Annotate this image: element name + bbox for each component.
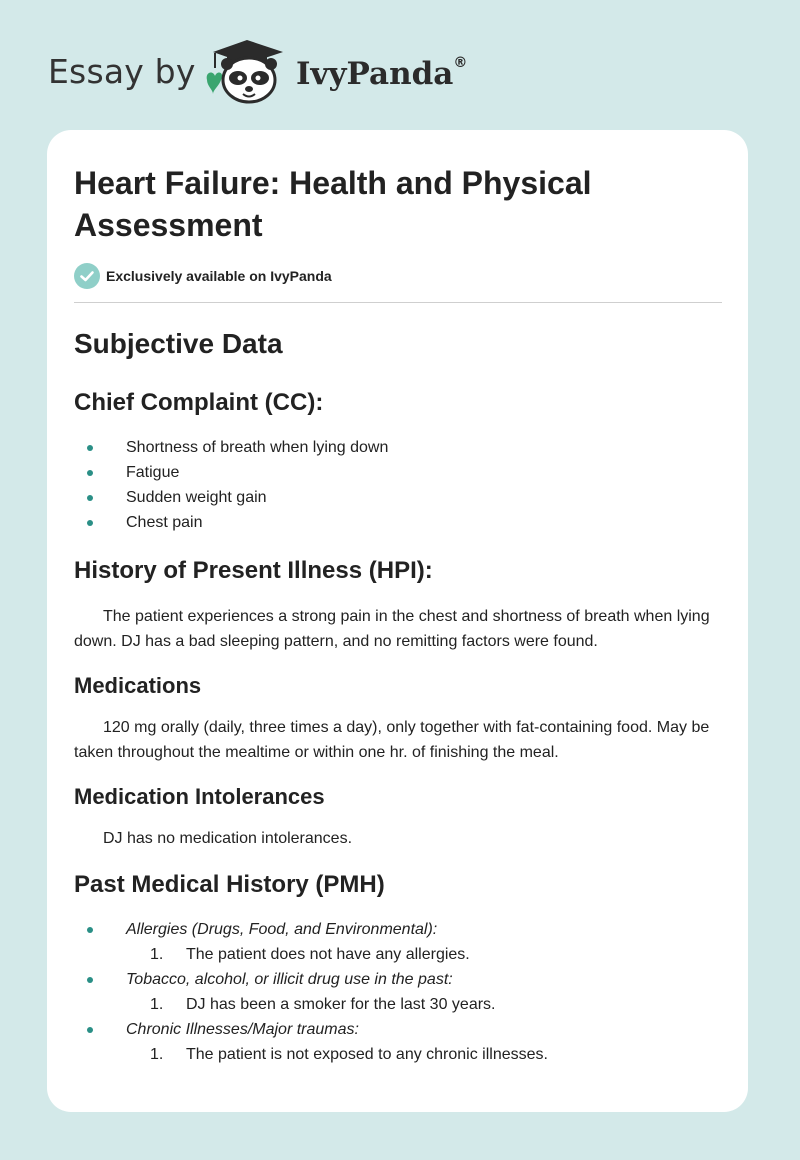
- bullet-dot-icon: [87, 1027, 93, 1033]
- hpi-paragraph: The patient experiences a strong pain in the chest and shortness of breath when lying down. DJ has a bad sleeping pattern, and no remitting factors were found.: [74, 608, 710, 650]
- intolerances-heading: Medication Intolerances: [74, 784, 325, 809]
- cc-item-text: Shortness of breath when lying down: [126, 439, 389, 456]
- sub-item-number: 1.: [150, 996, 164, 1013]
- page-title: Heart Failure: Health and Physical Assessment: [74, 165, 592, 243]
- brand-text: IvyPanda: [296, 56, 454, 92]
- list-item: [74, 967, 714, 1017]
- cc-item-text: Chest pain: [126, 514, 203, 531]
- cc-heading: Chief Complaint (CC):: [74, 389, 324, 416]
- sub-item-number: 1.: [150, 946, 164, 963]
- list-item: [74, 510, 714, 535]
- pmh-sub-item: [126, 992, 714, 1017]
- pmh-item-label: Tobacco, alcohol, or illicit drug use in the past:: [126, 971, 453, 988]
- sub-item-text: The patient does not have any allergies.: [186, 946, 470, 963]
- sub-item-number: 1.: [150, 1046, 164, 1063]
- bullet-dot-icon: [87, 977, 93, 983]
- subjective-heading: Subjective Data: [74, 328, 283, 359]
- badge-label: Exclusively available on IvyPanda: [106, 268, 332, 284]
- bullet-dot-icon: [87, 495, 93, 501]
- bullet-dot-icon: [87, 520, 93, 526]
- pmh-sub-item: [126, 1042, 714, 1067]
- cc-item-text: Sudden weight gain: [126, 489, 267, 506]
- list-item: [74, 485, 714, 510]
- sub-item-text: DJ has been a smoker for the last 30 years.: [186, 996, 496, 1013]
- exclusive-badge: [74, 263, 332, 289]
- list-item: [74, 460, 714, 485]
- pmh-item-label: Allergies (Drugs, Food, and Environmental):: [126, 921, 438, 938]
- list-item: [74, 1017, 714, 1067]
- hpi-heading: History of Present Illness (HPI):: [74, 557, 433, 584]
- essay-card: [47, 130, 748, 1112]
- sub-item-text: The patient is not exposed to any chronic illnesses.: [186, 1046, 548, 1063]
- cc-list: [74, 435, 714, 535]
- bullet-dot-icon: [87, 470, 93, 476]
- brand-name[interactable]: [296, 56, 467, 92]
- medications-paragraph: 120 mg orally (daily, three times a day), only together with fat-containing food. May be taken throughout the mealtime or within one hr. of finishing the meal.: [74, 719, 710, 761]
- pmh-list: [74, 917, 714, 1067]
- bullet-dot-icon: [87, 445, 93, 451]
- bullet-dot-icon: [87, 927, 93, 933]
- registered-mark: ®: [453, 54, 468, 71]
- site-header: [0, 0, 800, 120]
- list-item: [74, 917, 714, 967]
- pmh-sub-item: [126, 942, 714, 967]
- check-circle-icon: [74, 263, 100, 289]
- essay-by-text: Essay by: [48, 52, 196, 91]
- cc-item-text: Fatigue: [126, 464, 180, 481]
- list-item: [74, 435, 714, 460]
- medications-heading: Medications: [74, 673, 202, 698]
- title-divider: [74, 302, 722, 303]
- pmh-item-label: Chronic Illnesses/Major traumas:: [126, 1021, 359, 1038]
- panda-logo-icon[interactable]: [203, 36, 291, 108]
- intolerances-paragraph: DJ has no medication intolerances.: [103, 830, 353, 847]
- pmh-heading: Past Medical History (PMH): [74, 871, 385, 898]
